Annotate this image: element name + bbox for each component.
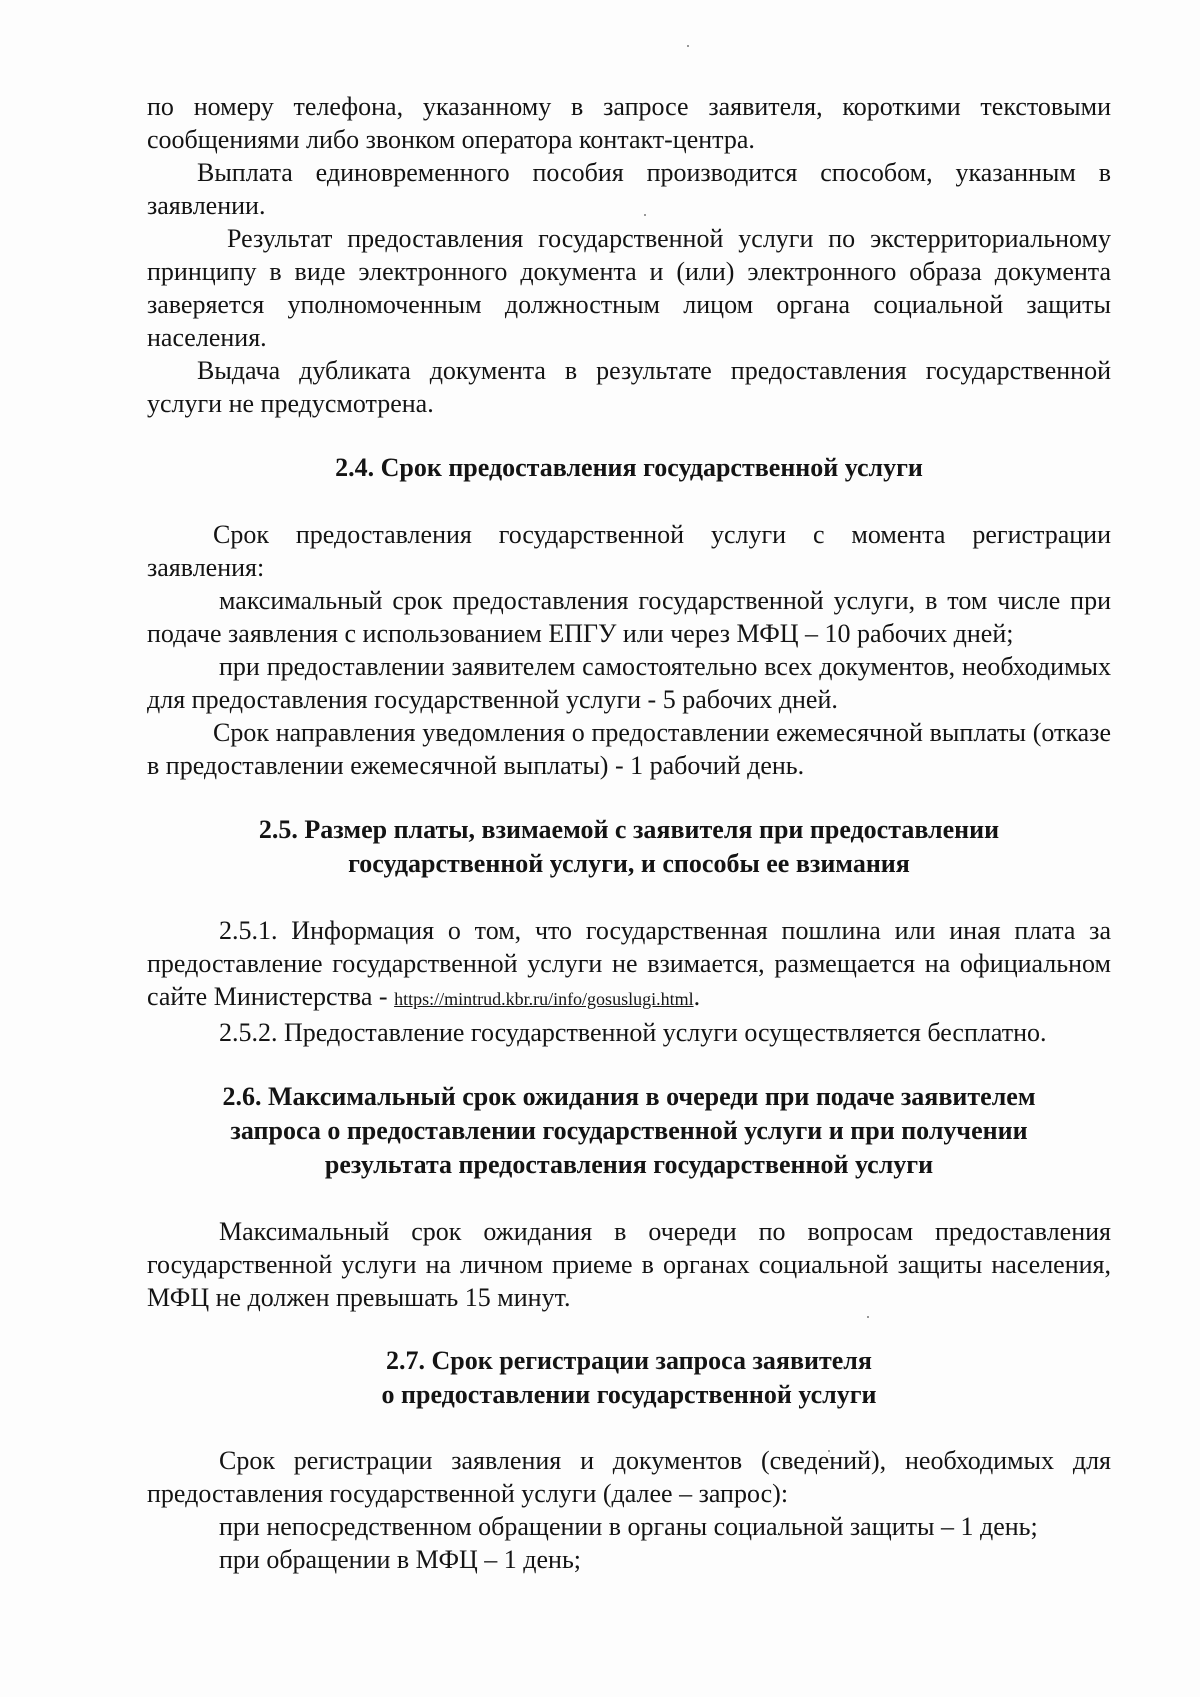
paragraph: Срок регистрации заявления и документов (сведений), необходимых для предоставления государственной услуги (далее – запрос): [147, 1446, 1111, 1508]
heading-line: государственной услуги, и способы ее взимания [348, 849, 910, 878]
paragraph: при предоставлении заявителем самостоятельно всех документов, необходимых для предоставления государственной услуги - 5 рабочих дней. [147, 652, 1111, 714]
heading-line: запроса о предоставлении государственной услуги и при получении [230, 1116, 1028, 1145]
paragraph: при обращении в МФЦ – 1 день; [219, 1545, 582, 1574]
heading-line: 2.7. Срок регистрации запроса заявителя [386, 1346, 872, 1375]
paragraph: Срок предоставления государственной услуги с момента регистрации заявления: [147, 520, 1111, 582]
paragraph: Результат предоставления государственной услуги по экстерриториальному принципу в виде электронного документа и (или) электронного образа документа заверяется уполномоченным должностным лицом органа социальной защиты населения. [147, 224, 1111, 352]
paragraph: по номеру телефона, указанному в запросе заявителя, короткими текстовыми сообщениями либо звонком оператора контакт-центра. [147, 92, 1111, 154]
heading-line: 2.5. Размер платы, взимаемой с заявителя при предоставлении [258, 815, 1000, 844]
paragraph-end: . [693, 982, 701, 1011]
section-heading-2-5 [147, 813, 1111, 881]
paragraph: Срок направления уведомления о предоставлении ежемесячной выплаты (отказе в предоставлении ежемесячной выплаты) - 1 рабочий день. [147, 718, 1111, 780]
heading-line: 2.6. Максимальный срок ожидания в очереди при подаче заявителем [222, 1082, 1036, 1111]
paragraph: 2.5.2. Предоставление государственной услуги осуществляется бесплатно. [219, 1018, 1047, 1047]
paragraph: максимальный срок предоставления государственной услуги, в том числе при подаче заявления с использованием ЕПГУ или через МФЦ – 10 рабочих дней; [147, 586, 1111, 648]
heading-line: о предоставлении государственной услуги [381, 1380, 877, 1409]
paragraph [147, 914, 1111, 1016]
section-heading-2-6 [147, 1080, 1111, 1182]
paragraph: Выплата единовременного пособия производится способом, указанным в заявлении. [147, 158, 1111, 220]
ministry-website-link[interactable]: https://mintrud.kbr.ru/info/gosuslugi.html [394, 989, 694, 1009]
document-body [147, 90, 1111, 1576]
section-heading-2-4: 2.4. Срок предоставления государственной услуги [335, 453, 923, 482]
heading-line: результата предоставления государственной услуги [324, 1150, 934, 1179]
paragraph-text: 2.5.1. Информация о том, что государственная пошлина или иная плата за предоставление государственной услуги не взимается, размещается на официальном сайте Министерства - [147, 916, 1111, 1011]
paragraph: при непосредственном обращении в органы социальной защиты – 1 день; [219, 1512, 1038, 1541]
section-heading-2-7 [147, 1344, 1111, 1412]
paragraph: Выдача дубликата документа в результате предоставления государственной услуги не предусмотрена. [147, 356, 1111, 418]
scan-speck [687, 45, 689, 47]
paragraph: Максимальный срок ожидания в очереди по вопросам предоставления государственной услуги на личном приеме в органах социальной защиты населения, МФЦ не должен превышать 15 минут. [147, 1217, 1111, 1312]
